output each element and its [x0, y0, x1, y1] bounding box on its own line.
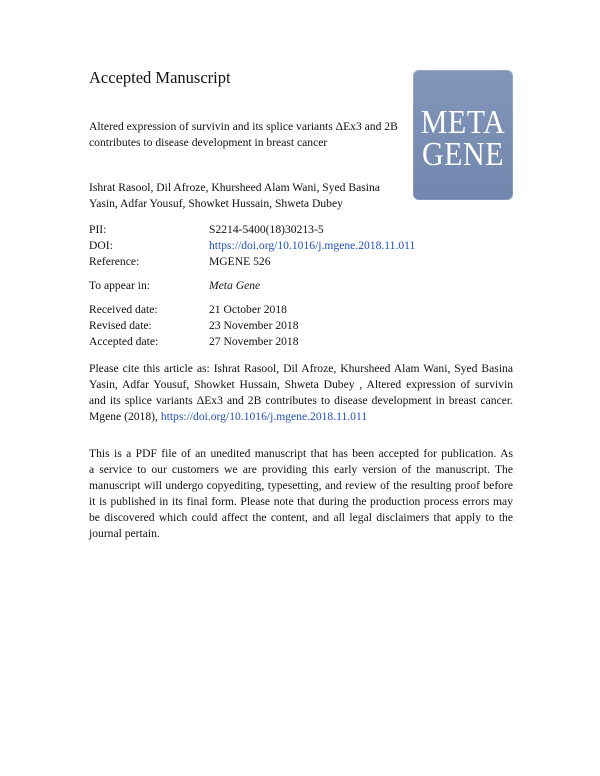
doi-link[interactable]: https://doi.org/10.1016/j.mgene.2018.11.011 [209, 239, 416, 252]
article-title-line: Altered expression of survivin and its splice variants ΔEx3 and 2B [89, 120, 398, 133]
logo-text-meta: META [420, 103, 506, 141]
revised-date-row [89, 318, 519, 334]
citation-line: Yasin, Adfar Yousuf, Showket Hussain, Shweta Dubey , Altered expression of survivin [89, 378, 513, 391]
notice-line: be discovered which could affect the content, and all legal disclaimers that apply to the [89, 511, 513, 524]
notice-line: This is a PDF file of an unedited manuscript that has been accepted for publication. As [89, 447, 513, 460]
citation-journal-year: Mgene (2018), [89, 410, 161, 423]
accepted-date-label: Accepted date: [89, 335, 159, 348]
received-date-label: Received date: [89, 303, 158, 316]
citation-line [89, 409, 513, 425]
notice-line: a service to our customers we are providing this early version of the manuscript. The [89, 463, 513, 476]
reference-label: Reference: [89, 255, 140, 268]
revised-date-value: 23 November 2018 [209, 319, 299, 332]
author-list [89, 180, 380, 212]
accepted-date-value: 27 November 2018 [209, 335, 299, 348]
article-title-line: contributes to disease development in breast cancer [89, 136, 328, 149]
author-line: Ishrat Rasool, Dil Afroze, Khursheed Alam Wani, Syed Basina [89, 181, 380, 194]
doi-row [89, 238, 519, 254]
logo-text-gene: GENE [422, 135, 504, 173]
reference-row [89, 254, 519, 270]
appear-in-row [89, 278, 519, 294]
notice-line: journal pertain. [89, 527, 160, 540]
received-date-value: 21 October 2018 [209, 303, 287, 316]
unedited-manuscript-notice [89, 446, 513, 542]
reference-value: MGENE 526 [209, 255, 271, 268]
doi-label: DOI: [89, 239, 113, 252]
accepted-manuscript-heading: Accepted Manuscript [89, 68, 231, 87]
citation-doi-link[interactable]: https://doi.org/10.1016/j.mgene.2018.11.011 [160, 410, 368, 423]
notice-line: manuscript will undergo copyediting, typesetting, and review of the resulting proof before [89, 479, 513, 492]
pii-row [89, 222, 519, 238]
pii-label: PII: [89, 223, 107, 236]
accepted-date-row [89, 334, 519, 350]
pii-value: S2214-5400(18)30213-5 [209, 223, 324, 236]
citation-paragraph [89, 361, 513, 425]
author-line: Yasin, Adfar Yousuf, Showket Hussain, Shweta Dubey [89, 197, 343, 210]
citation-line: Please cite this article as: Ishrat Rasool, Dil Afroze, Khursheed Alam Wani, Syed Basina [89, 362, 513, 375]
received-date-row [89, 302, 519, 318]
revised-date-label: Revised date: [89, 319, 152, 332]
journal-name: Meta Gene [209, 279, 261, 292]
meta-gene-journal-logo [413, 70, 513, 200]
notice-line: it is published in its final form. Please note that during the production process errors may [89, 495, 513, 508]
appear-in-label: To appear in: [89, 279, 150, 292]
citation-line: and its splice variants ΔEx3 and 2B contributes to disease development in breast cancer. [89, 394, 513, 407]
article-title [89, 119, 419, 151]
